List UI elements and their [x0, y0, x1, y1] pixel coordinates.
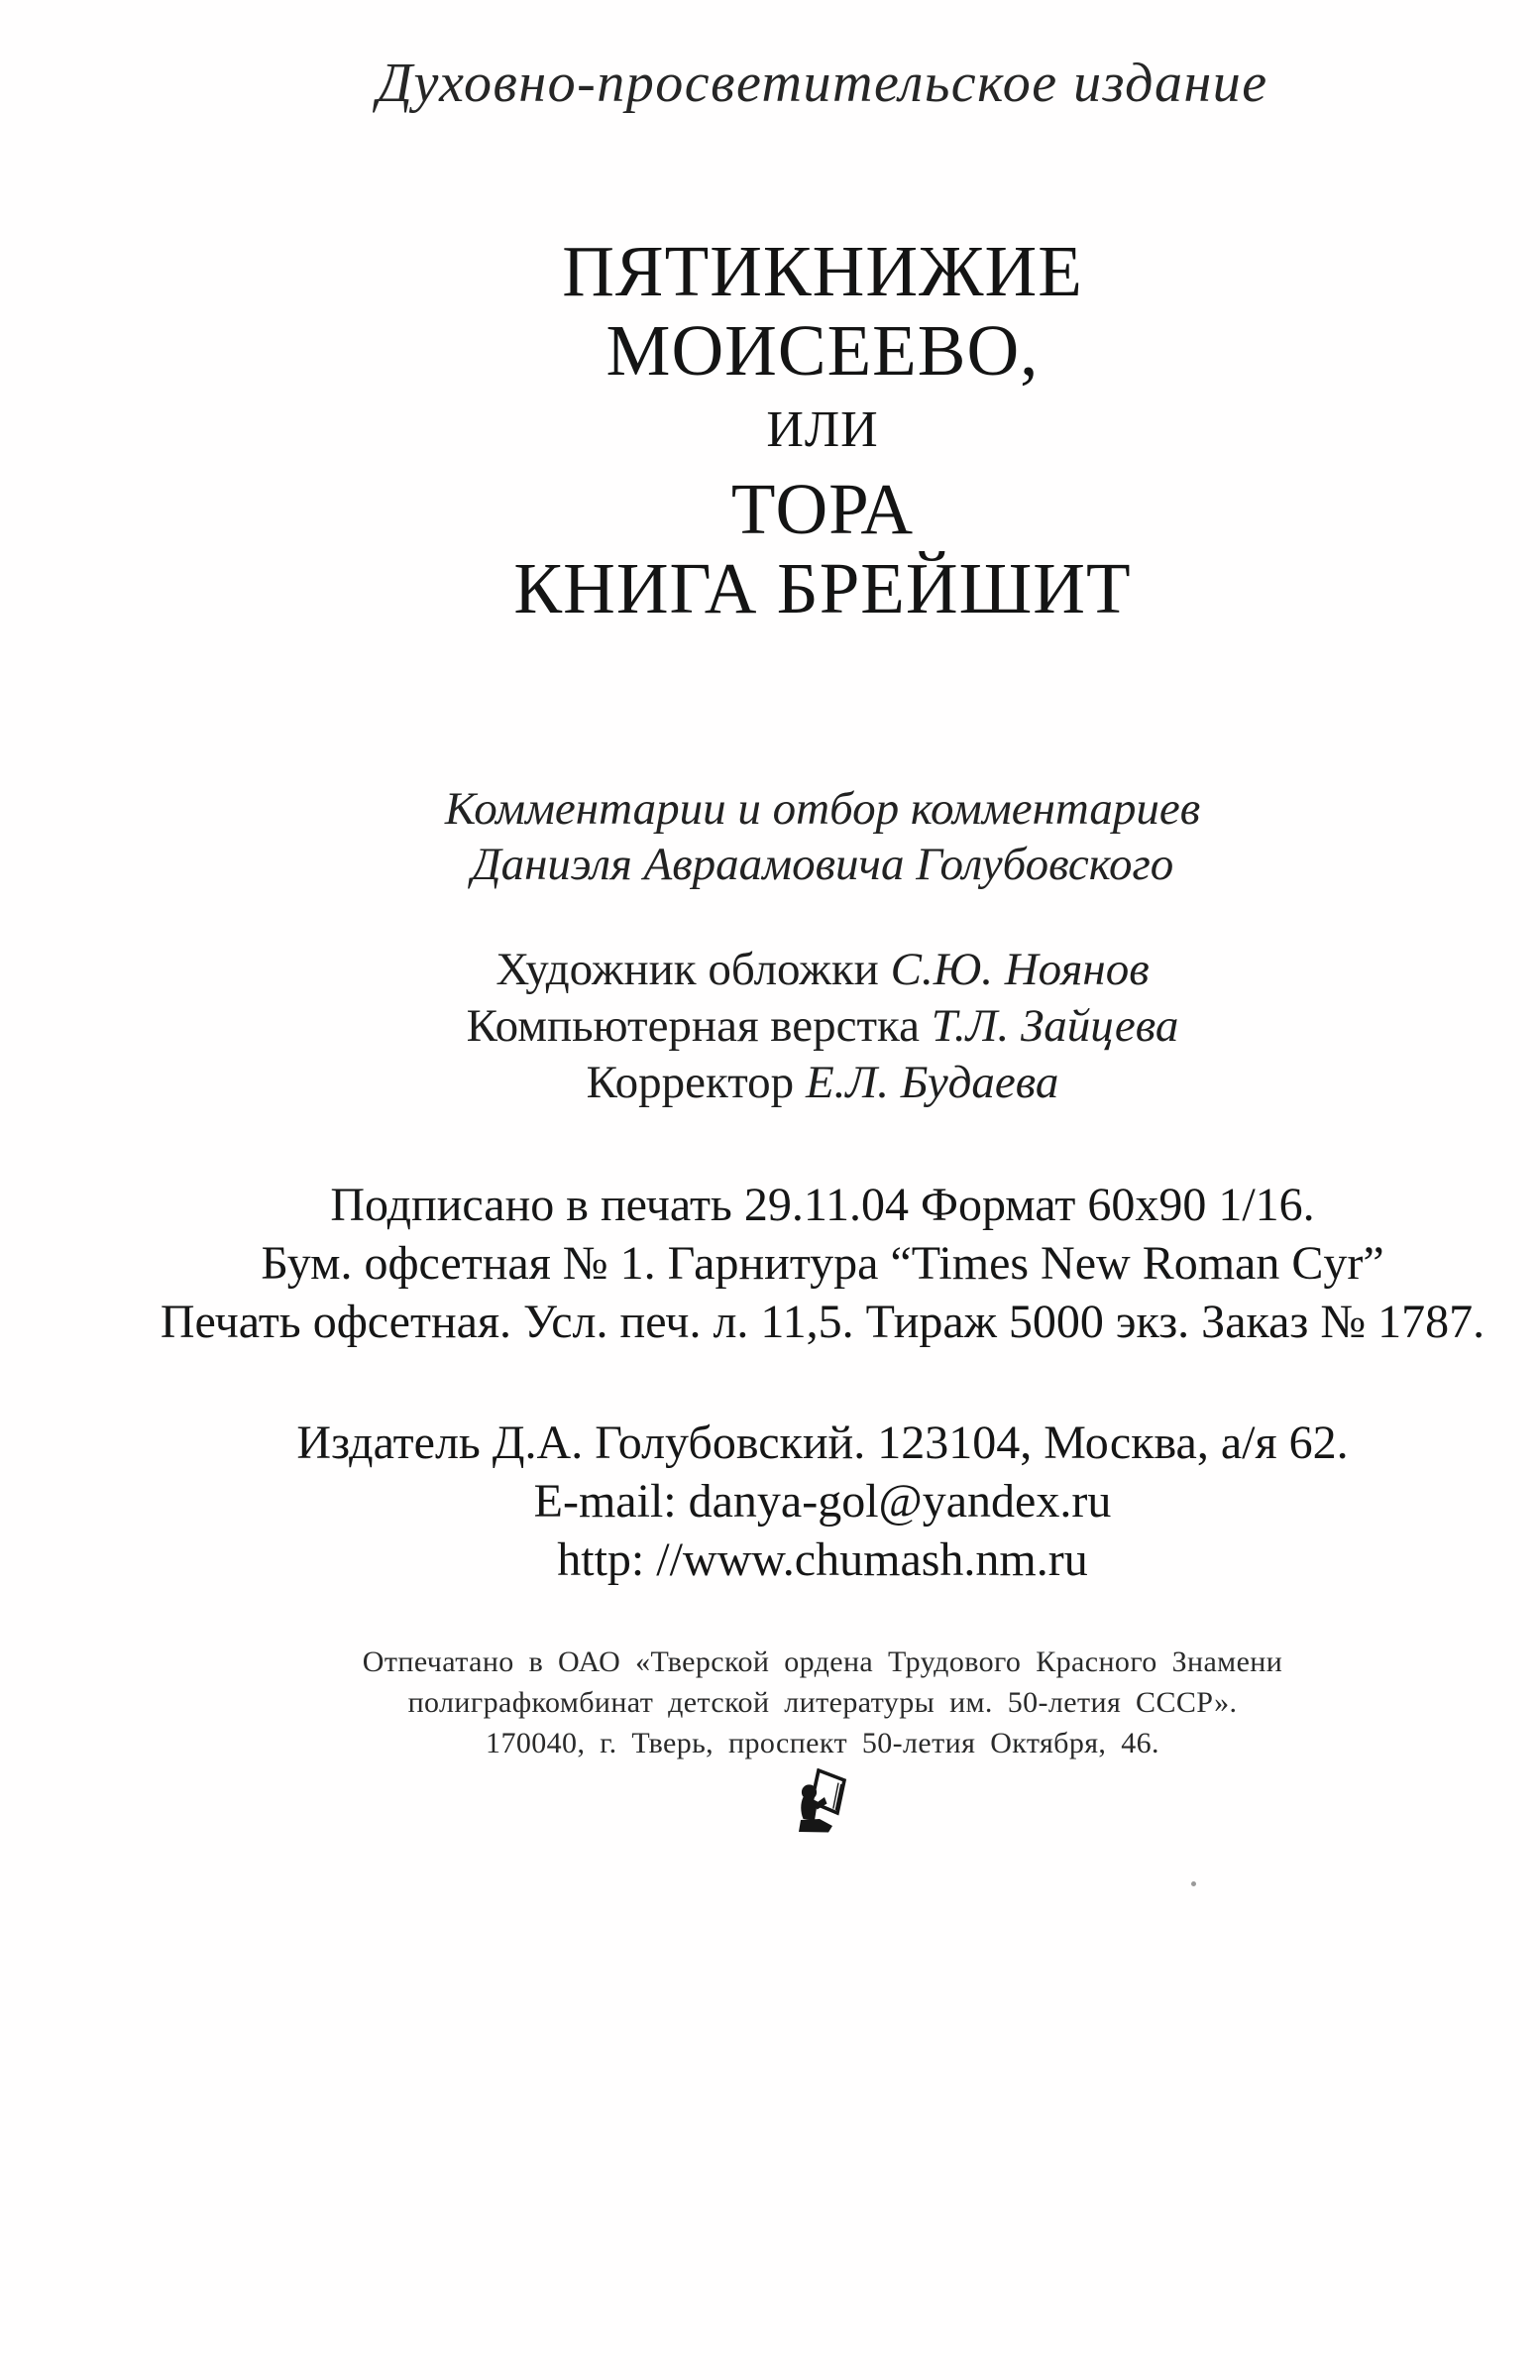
- printer-line-2: полиграфкомбинат детской литературы им. 50-летия СССР».: [407, 1686, 1238, 1719]
- book-title-line-4: ТОРА: [730, 469, 915, 549]
- reader-with-book-icon: [797, 1768, 848, 1836]
- book-title-line-3: ИЛИ: [766, 401, 879, 458]
- publisher-info: [105, 1414, 1540, 1589]
- credit-role: Художник обложки: [495, 944, 891, 995]
- print-info-line-3: Печать офсетная. Усл. печ. л. 11,5. Тираж 5000 экз. Заказ № 1787.: [160, 1296, 1485, 1348]
- book-title-line-5: КНИГА БРЕЙШИТ: [513, 548, 1132, 628]
- credit-person-name: Т.Л. Зайцева: [931, 1000, 1179, 1052]
- commentary-credit: [105, 781, 1540, 892]
- book-title: [105, 232, 1540, 628]
- publisher-logo: [105, 1768, 1540, 1840]
- staff-credits: [105, 942, 1540, 1111]
- edition-type-heading: Духовно-просветительское издание: [377, 53, 1268, 114]
- scan-speck: [1191, 1881, 1196, 1886]
- credit-role: Корректор: [586, 1057, 806, 1108]
- printing-house-info: [105, 1642, 1540, 1763]
- commentary-credit-line-2: Даниэля Авраамовича Голубовского: [471, 839, 1174, 890]
- commentary-credit-line-1: Комментарии и отбор комментариев: [444, 783, 1201, 835]
- publisher-website: http: //www.chumash.nm.ru: [557, 1533, 1088, 1586]
- credit-person-name: Е.Л. Будаева: [805, 1057, 1059, 1108]
- publisher-address: Издатель Д.А. Голубовский. 123104, Москва, а/я 62.: [296, 1417, 1349, 1469]
- credit-layout: [105, 998, 1540, 1055]
- print-run-info: [105, 1176, 1540, 1351]
- printer-line-1: Отпечатано в ОАО «Тверской ордена Трудового Красного Знамени: [362, 1645, 1283, 1678]
- credit-proofreader: [105, 1055, 1540, 1111]
- book-title-line-1: ПЯТИКНИЖИЕ: [562, 231, 1083, 311]
- credit-cover-artist: [105, 942, 1540, 998]
- colophon-content: [105, 0, 1540, 2380]
- print-info-line-2: Бум. офсетная № 1. Гарнитура “Times New Roman Cyr”: [261, 1237, 1384, 1290]
- credit-role: Компьютерная верстка: [466, 1000, 932, 1052]
- printer-line-3: 170040, г. Тверь, проспект 50-летия Октября, 46.: [486, 1727, 1159, 1759]
- publisher-email: E-mail: danya-gol@yandex.ru: [533, 1475, 1112, 1528]
- print-info-line-1: Подписано в печать 29.11.04 Формат 60х90 1/16.: [330, 1179, 1315, 1231]
- book-title-line-2: МОИСЕЕВО,: [605, 310, 1040, 391]
- credit-person-name: С.Ю. Ноянов: [890, 944, 1150, 995]
